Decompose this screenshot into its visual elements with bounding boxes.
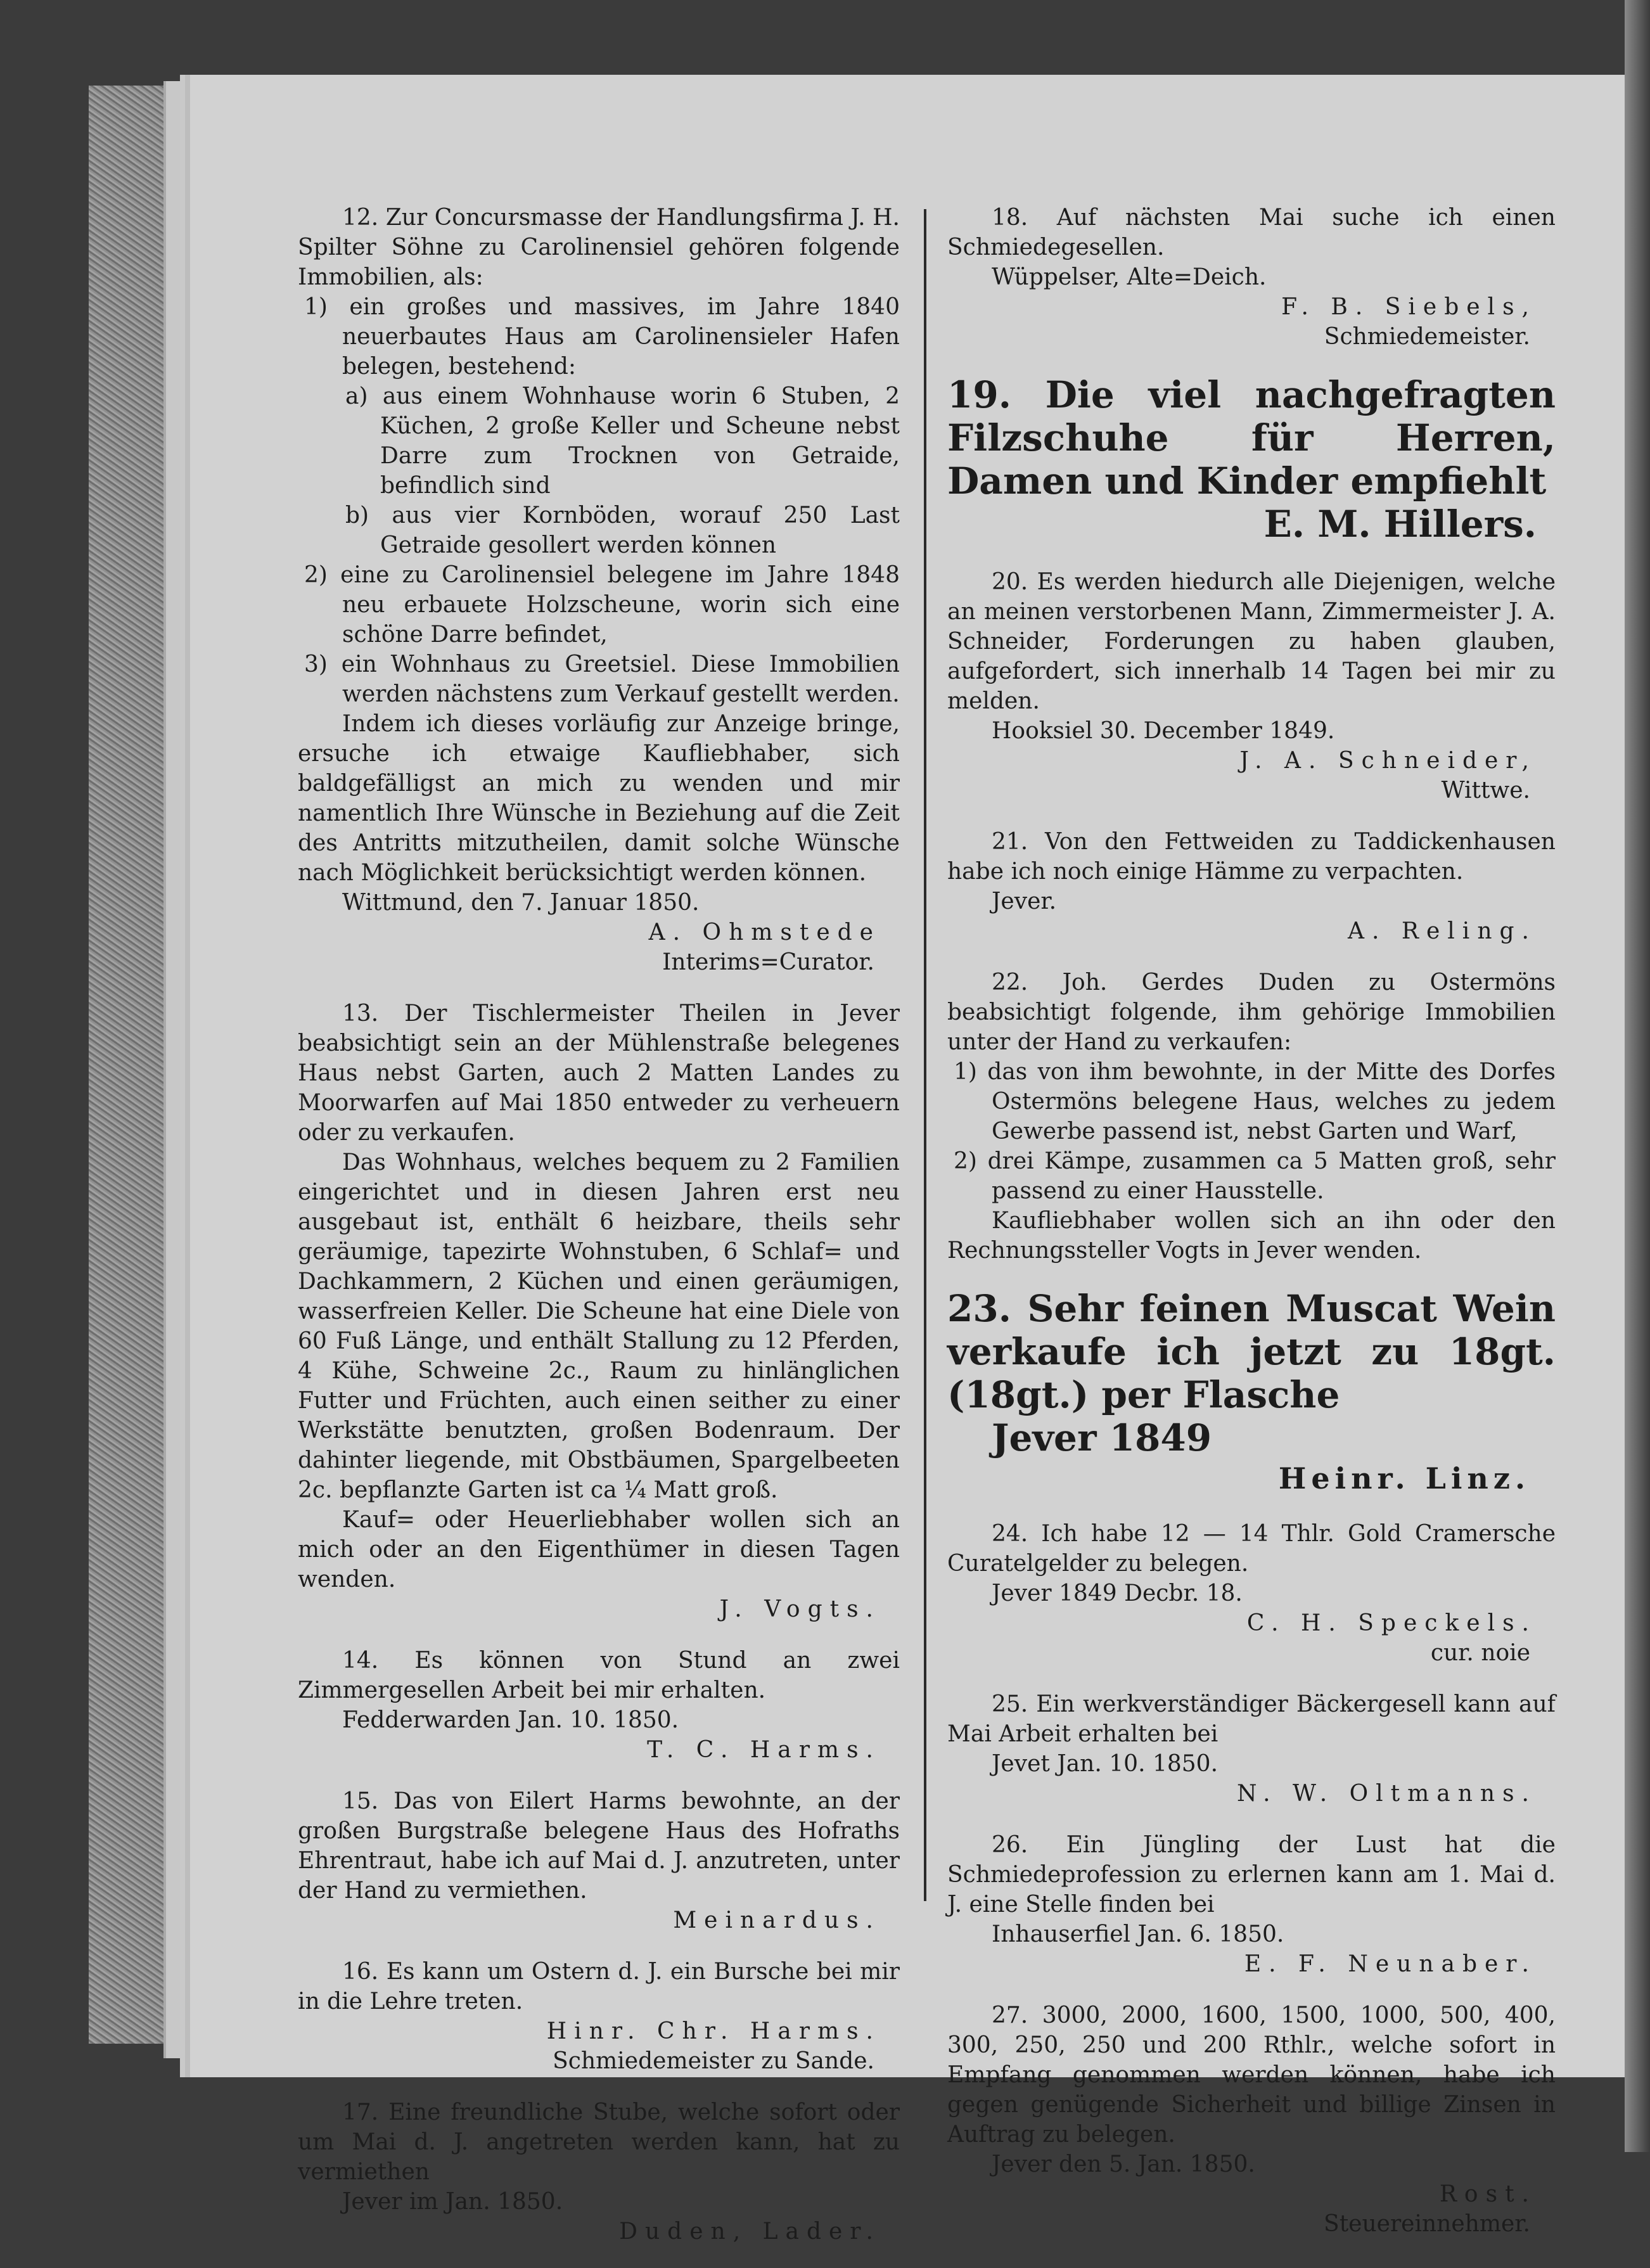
ad-22-item-2: 2) drei Kämpe, zusammen ca 5 Matten groß, sehr passend zu einer Hausstelle. (954, 1148, 1556, 1204)
ad-25-signature: N. W. Oltmanns. (1236, 1781, 1537, 1807)
ad-17 (298, 2098, 900, 2246)
ad-24 (947, 1519, 1556, 1668)
ad-12 (298, 203, 900, 977)
ad-27 (947, 2001, 1556, 2239)
ad-27-date: Jever den 5. Jan. 1850. (992, 2151, 1255, 2177)
ad-18 (947, 203, 1556, 352)
ad-22 (947, 968, 1556, 1265)
ad-15-signature: Meinardus. (673, 1907, 881, 1933)
ad-25-date: Jevet Jan. 10. 1850. (992, 1751, 1218, 1777)
ad-24-signature: C. H. Speckels. (1246, 1610, 1537, 1636)
ad-15-text: 15. Das von Eilert Harms bewohnte, an der großen Burgstraße belegene Haus des Hofraths Ehrentraut, habe ich auf Mai d. J. anzutreten, unter der Hand zu vermiethen. (298, 1788, 900, 1904)
ad-12-title: Interims=Curator. (662, 949, 874, 975)
ad-23-headline: 23. Sehr feinen Muscat Wein verkaufe ich jetzt zu 18gt. (18gt.) per Flasche (947, 1287, 1556, 1416)
ad-26-signature: E. F. Neunaber. (1244, 1951, 1537, 1977)
ad-17-date: Jever im Jan. 1850. (342, 2189, 563, 2215)
ad-22-text: 22. Joh. Gerdes Duden zu Ostermöns beabsichtigt folgende, ihm gehörige Immobilien unter der Hand zu verkaufen: (947, 970, 1556, 1055)
ad-18-place: Wüppelser, Alte=Deich. (992, 264, 1267, 290)
ad-20-signature: J. A. Schneider, (1239, 748, 1537, 774)
ad-25-text: 25. Ein werkverständiger Bäckergesell kann auf Mai Arbeit erhalten bei (947, 1691, 1556, 1747)
ad-23-date: Jever 1849 (992, 1416, 1212, 1459)
ad-23-signature: Heinr. Linz. (1278, 1461, 1530, 1496)
ad-25 (947, 1689, 1556, 1809)
ad-21-text: 21. Von den Fettweiden zu Taddickenhausen habe ich noch einige Hämme zu verpachten. (947, 829, 1556, 885)
ad-13 (298, 999, 900, 1624)
ad-24-text: 24. Ich habe 12 — 14 Thlr. Gold Cramersche Curatelgelder zu belegen. (947, 1521, 1556, 1577)
ad-12-body: Indem ich dieses vorläufig zur Anzeige bringe, ersuche ich etwaige Kaufliebhaber, sich baldgefälligst an mich zu wenden und mir namentlich Ihre Wünsche in Beziehung auf die Zeit des Antritts mitzutheilen, damit solche Wünsche nach Möglichkeit berücksichtigt werden können. (298, 711, 900, 886)
ad-12-item-1: 1) ein großes und massives, im Jahre 1840 neuerbautes Haus am Carolinensieler Hafen belegen, bestehend: (304, 294, 900, 380)
ad-12-signature: A. Ohmstede (648, 919, 881, 945)
ad-12-item-2: 2) eine zu Carolinensiel belegene im Jahre 1848 neu erbauete Holzscheune, worin sich eine schöne Darre befindet, (304, 562, 900, 648)
ad-12-item-1b: b) aus vier Kornböden, worauf 250 Last Getraide gesollert werden können (345, 503, 900, 558)
ad-21-signature: A. Reling. (1348, 918, 1537, 944)
ad-14-signature: T. C. Harms. (647, 1737, 881, 1763)
ad-23 (947, 1287, 1556, 1497)
ad-12-date: Wittmund, den 7. Januar 1850. (342, 890, 700, 916)
ad-26-text: 26. Ein Jüngling der Lust hat die Schmiedeprofession zu erlernen kann am 1. Mai d. J. eine Stelle finden bei (947, 1832, 1556, 1918)
ad-16 (298, 1957, 900, 2076)
ad-24-title: cur. noie (1430, 1640, 1530, 1666)
ad-21-place: Jever. (992, 888, 1057, 914)
ad-24-date: Jever 1849 Decbr. 18. (992, 1580, 1243, 1606)
ad-15 (298, 1786, 900, 1935)
ad-22-body: Kaufliebhaber wollen sich an ihn oder den Rechnungssteller Vogts in Jever wenden. (947, 1208, 1556, 1264)
ad-14-date: Fedderwarden Jan. 10. 1850. (342, 1707, 679, 1733)
ad-27-signature: Rost. (1439, 2181, 1537, 2207)
ad-26-date: Inhauserfiel Jan. 6. 1850. (992, 1921, 1284, 1947)
ad-18-title: Schmiedemeister. (1324, 324, 1530, 350)
ad-20 (947, 567, 1556, 805)
ad-19 (947, 373, 1556, 546)
ad-27-title: Steuereinnehmer. (1324, 2211, 1530, 2237)
ad-16-title: Schmiedemeister zu Sande. (553, 2048, 874, 2074)
ad-20-title: Wittwe. (1441, 778, 1530, 804)
right-column (947, 203, 1556, 2260)
ad-12-item-3: 3) ein Wohnhaus zu Greetsiel. Diese Immobilien werden nächstens zum Verkauf gestellt werden. (304, 651, 900, 707)
ad-20-date: Hooksiel 30. December 1849. (992, 718, 1335, 744)
ad-14 (298, 1646, 900, 1765)
ad-13-body: Das Wohnhaus, welches bequem zu 2 Familien eingerichtet und in diesen Jahren erst neu ausgebaut ist, enthält 6 heizbare, theils sehr geräumige, tapezirte Wohnstuben, 6 Schlaf= und Dachkammern, 2 Küchen und einen geräumigen, wasserfreien Keller. Die Scheune hat eine Diele von 60 Fuß Länge, und enthält Stallung zu 12 Pferden, 4 Kühe, Schweine 2c., Raum zu hinlänglichen Futter und Früchten, auch einen seither zu einer Werkstätte benutzten, großen Bodenraum. Der dahinter liegende, mit Obstbäumen, Spargelbeeten 2c. bepflanzte Garten ist ca ¼ Matt groß. (298, 1150, 900, 1503)
ad-17-text: 17. Eine freundliche Stube, welche sofort oder um Mai d. J. angetreten werden kann, hat zu vermiethen (298, 2099, 900, 2185)
ad-18-text: 18. Auf nächsten Mai suche ich einen Schmiedegesellen. (947, 205, 1556, 260)
ad-12-item-1a: a) aus einem Wohnhause worin 6 Stuben, 2 Küchen, 2 große Keller und Scheune nebst Darre zum Trocknen von Getraide, befindlich sind (345, 383, 900, 499)
ad-13-signature: J. Vogts. (719, 1596, 881, 1622)
ad-22-item-1: 1) das von ihm bewohnte, in der Mitte des Dorfes Ostermöns belegene Haus, welches zu jedem Gewerbe passend ist, nebst Garten und Warf, (954, 1059, 1556, 1144)
ad-20-text: 20. Es werden hiedurch alle Diejenigen, welche an meinen verstorbenen Mann, Zimmermeister J. A. Schneider, Forderungen zu haben glauben, aufgefordert, sich innerhalb 14 Tagen bei mir zu melden. (947, 569, 1556, 714)
ad-14-text: 14. Es können von Stund an zwei Zimmergesellen Arbeit bei mir erhalten. (298, 1648, 900, 1703)
ad-12-text: 12. Zur Concursmasse der Handlungsfirma J. H. Spilter Söhne zu Carolinensiel gehören folgende Immobilien, als: (298, 205, 900, 290)
ad-17-signature: Duden, Lader. (619, 2219, 881, 2245)
ad-19-signature: E. M. Hillers. (1263, 503, 1537, 546)
ad-21 (947, 827, 1556, 946)
ad-18-signature: F. B. Siebels, (1281, 294, 1537, 320)
ad-13-body-2: Kauf= oder Heuerliebhaber wollen sich an mich oder an den Eigenthümer in diesen Tagen wenden. (298, 1507, 900, 1592)
left-column (298, 203, 900, 2268)
ad-16-text: 16. Es kann um Ostern d. J. ein Bursche bei mir in die Lehre treten. (298, 1959, 900, 2015)
page-right-shadow (1625, 0, 1650, 2152)
ad-27-text: 27. 3000, 2000, 1600, 1500, 1000, 500, 400, 300, 250, 250 und 200 Rthlr., welche sofort in Empfang genommen werden können, habe ich gegen genügende Sicherheit und billige Zinsen in Auftrag zu belegen. (947, 2002, 1556, 2148)
ad-26 (947, 1830, 1556, 1979)
ad-19-headline: 19. Die viel nachgefragten Filzschuhe für Herren, Damen und Kinder empfiehlt (947, 373, 1556, 503)
ad-16-signature: Hinr. Chr. Harms. (546, 2018, 881, 2044)
column-divider (924, 209, 926, 1901)
book-spine (89, 86, 167, 2044)
ad-13-text: 13. Der Tischlermeister Theilen in Jever beabsichtigt sein an der Mühlenstraße belegenes Haus nebst Garten, auch 2 Matten Landes zu Moorwarfen auf Mai 1850 entweder zu verheuern oder zu verkaufen. (298, 1001, 900, 1146)
